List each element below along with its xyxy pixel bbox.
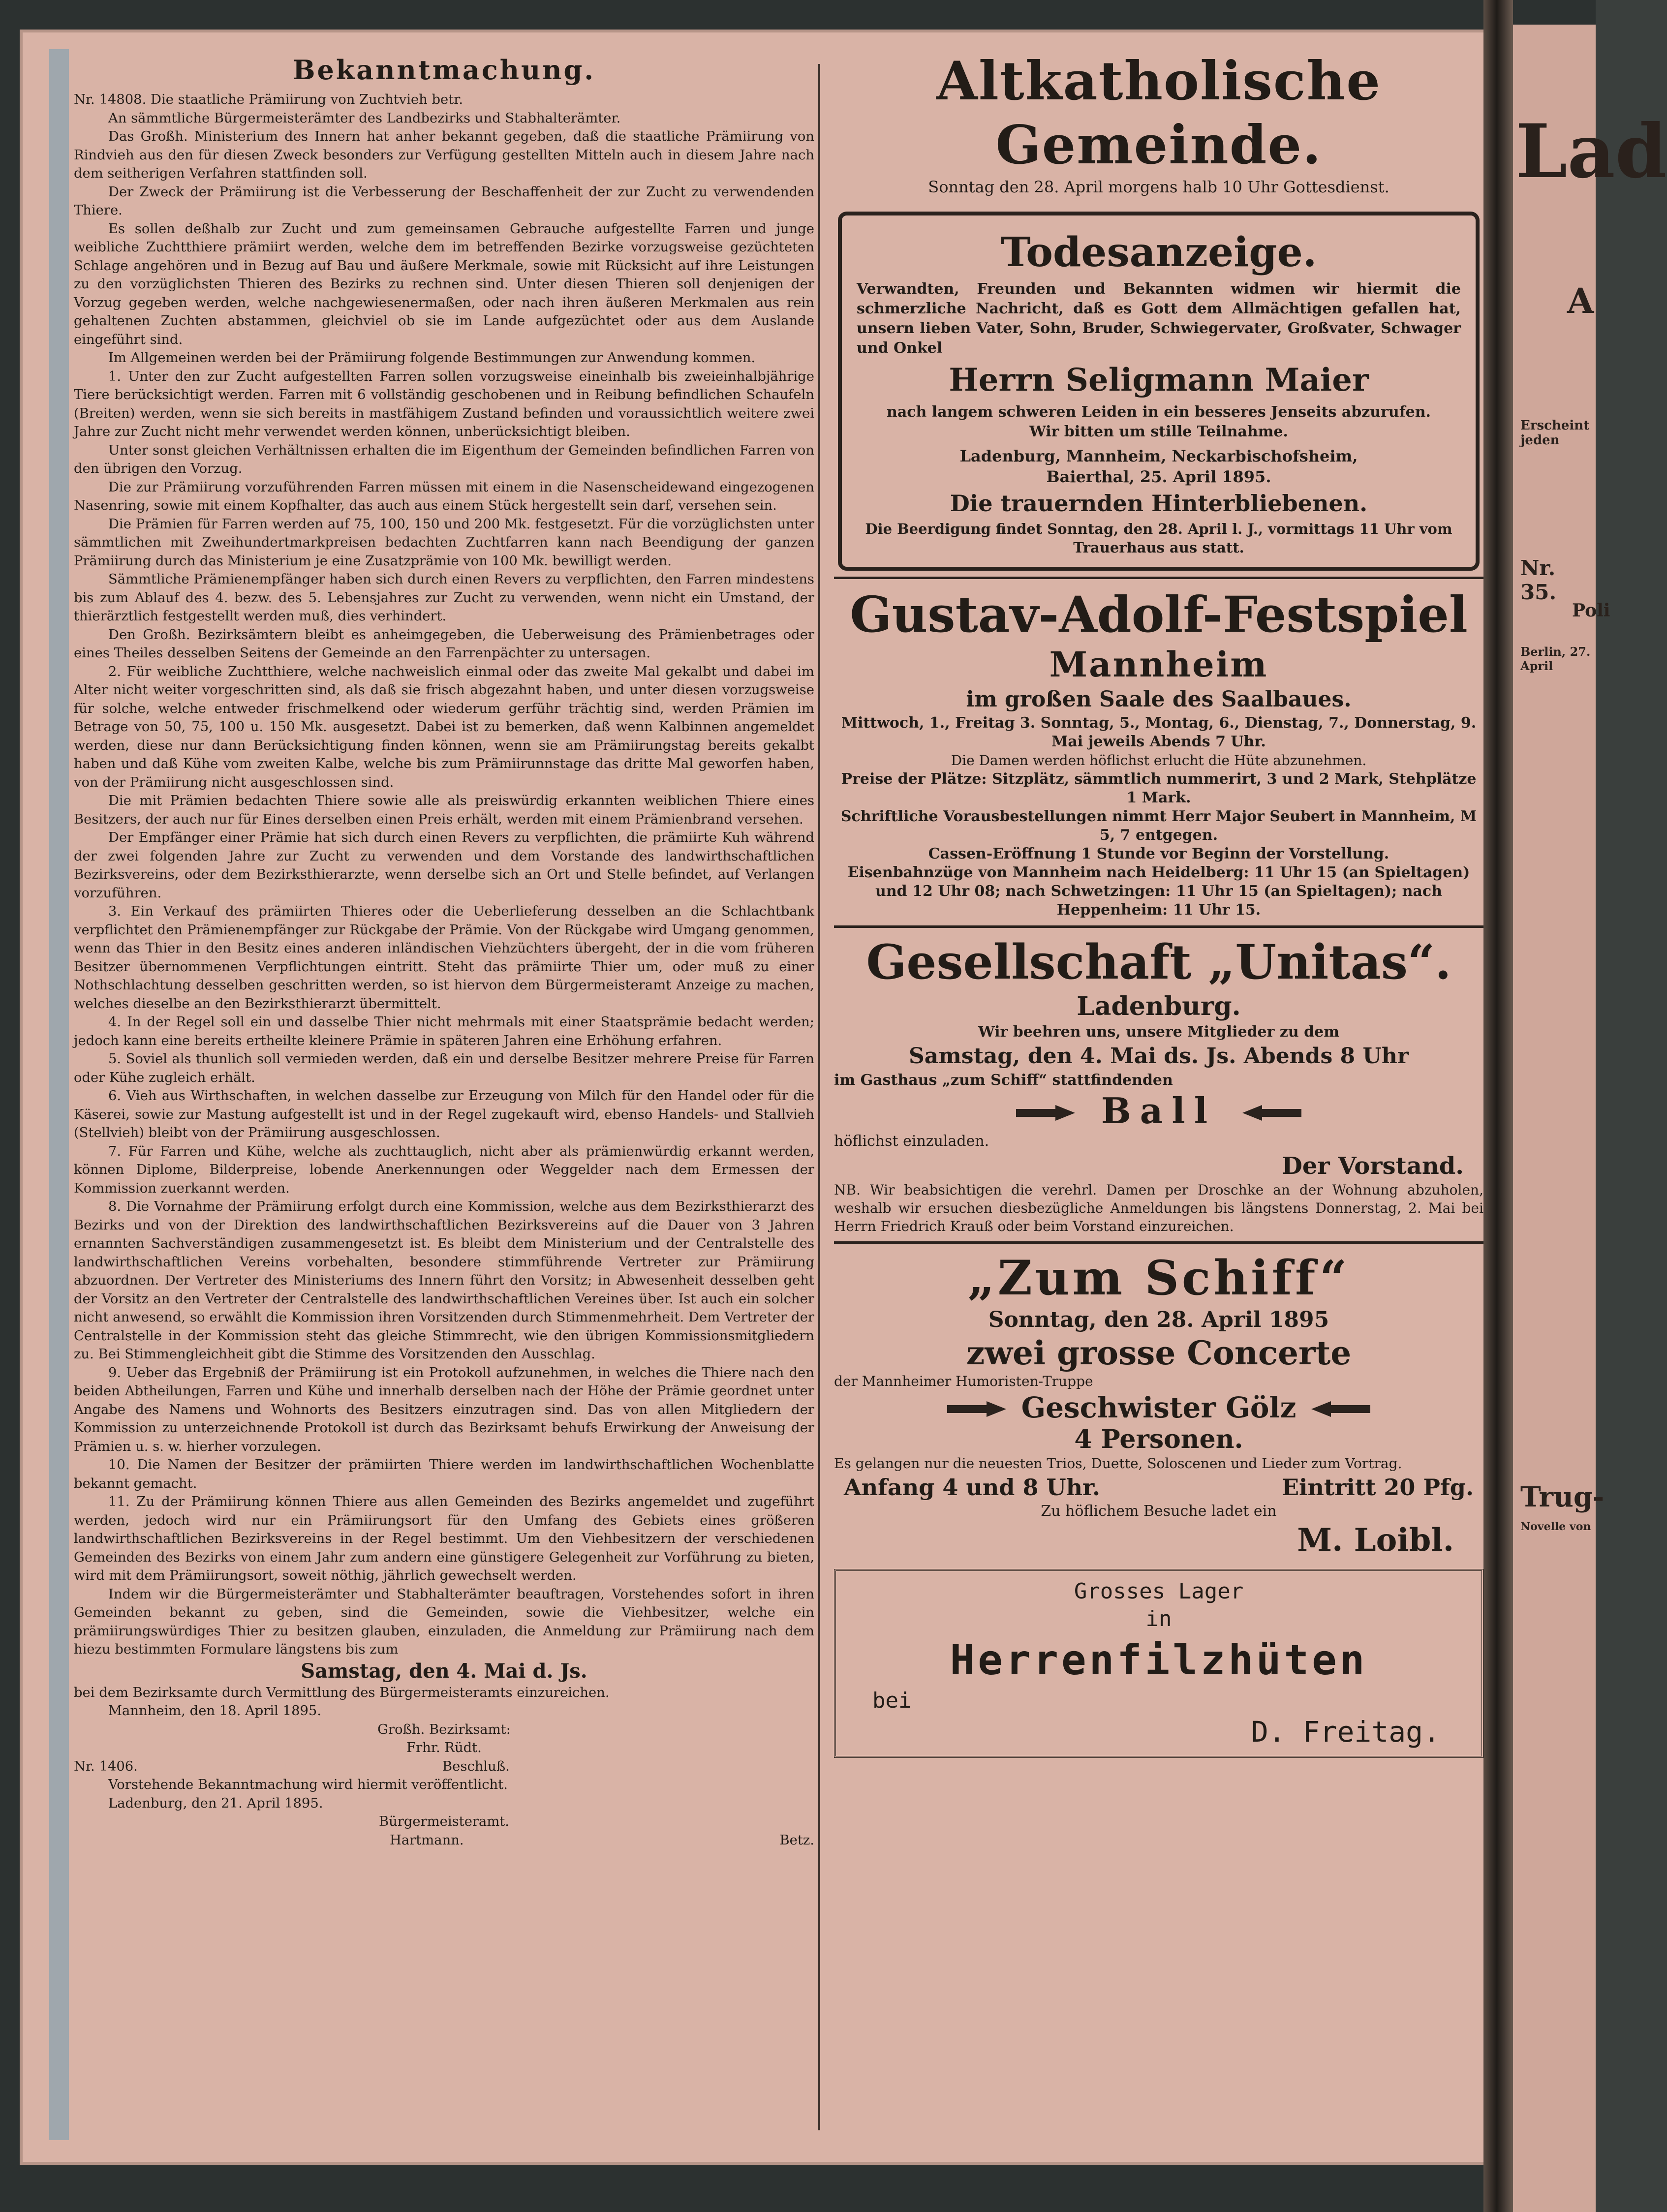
- notice-paragraph: 10. Die Namen der Besitzer der prämiirten Thiere werden im landwirthschaftlichen Wochenblatte bekannt gemacht.: [74, 1457, 814, 1491]
- ad-date: Samstag, den 4. Mai ds. Js. Abends 8 Uhr: [908, 1044, 1409, 1069]
- pointing-hand-icon: [1237, 1100, 1301, 1128]
- ad-text: Wir beehren uns, unsere Mitglieder zu dem: [978, 1023, 1339, 1041]
- ad-date: Sonntag, den 28. April 1895: [988, 1307, 1329, 1332]
- notice-paragraph: Im Allgemeinen werden bei der Prämiirung folgende Bestimmungen zur Anwendung kommen.: [108, 350, 756, 366]
- ad-title: Todesanzeige.: [1000, 229, 1317, 276]
- office-name: Großh. Bezirksamt:: [377, 1721, 511, 1737]
- ad-orders: Schriftliche Vorausbestellungen nimmt Herr Major Seubert in Mannheim, M 5, 7 entgegen.: [840, 808, 1477, 844]
- ad-trains: Eisenbahnzüge von Mannheim nach Heidelberg: 11 Uhr 15 (an Spieltagen) und 12 Uhr 08; nach Schwetzingen: 11 Uhr 15 (an Spieltagen); nach Heppenheim: 11 Uhr 15.: [847, 864, 1470, 919]
- official-signature: Frhr. Rüdt.: [406, 1740, 482, 1755]
- ad-places: Baierthal, 25. April 1895.: [1046, 467, 1271, 486]
- notice-paragraph: 7. Für Farren und Kühe, welche als zuchttauglich, nicht aber als prämienwürdig erkannt werden, können Diplome, Bilderpreise, lobende Anerkennungen oder Weggelder nach dem Ermessen der Kommission zuerkannt werden.: [74, 1143, 814, 1196]
- notice-paragraph: 9. Ueber das Ergebniß der Prämiirung ist ein Protokoll aufzunehmen, in welches die Thiere nach den beiden Abtheilungen, Farren und Kühe und innerhalb derselben nach der Höhe der Prämie geordnet unter Angabe des Namens und Wohnorts des Besitzers einzutragen sind. Das von allen Mitgliedern der Kommission zu unterzeichnende Protokoll ist durch das Bezirksamt behufs Erwirkung der Anweisung der Prämien u. s. w. hierher vorzulegen.: [74, 1365, 814, 1454]
- notice-paragraph: bei dem Bezirksamte durch Vermittlung des Bürgermeisteramts einzureichen.: [74, 1685, 610, 1700]
- unitas-ad: [834, 934, 1483, 1235]
- ad-venue: im großen Saale des Saalbaues.: [966, 687, 1352, 712]
- pointing-hand-icon: [947, 1396, 1011, 1424]
- beschluss-heading: Beschluß.: [442, 1758, 510, 1774]
- ad-text: Die Damen werden höflichst erlucht die Hüte abzunehmen.: [951, 752, 1367, 768]
- notice-paragraph: Die zur Prämiirung vorzuführenden Farren müssen mit einem in die Nasenscheidewand eingezogenen Nasenring, sowie mit einem Kopfhalter, das auch aus einem Stück hergestellt sein darf, versehen sein.: [74, 479, 814, 513]
- notice-paragraph: Das Großh. Ministerium des Innern hat anher bekannt gegeben, daß die staatliche Prämiirung von Rindvieh aus den für diesen Zweck besonders zur Verfügung gestellten Mitteln auch in diesem Jahre nach dem seitherigen Verfahren stattfinden soll.: [74, 129, 814, 181]
- ad-city: Mannheim: [1049, 644, 1268, 685]
- ad-title: Gesellschaft „Unitas“.: [866, 934, 1451, 990]
- adjacent-line: Trug-: [1520, 1481, 1605, 1513]
- notice-paragraph: Der Zweck der Prämiirung ist die Verbesserung der Beschaffenheit der zur Zucht zu verwendenden Thiere.: [74, 184, 814, 218]
- ad-program: Es gelangen nur die neuesten Trios, Duette, Soloscenen und Lieder zum Vortrag.: [834, 1455, 1402, 1472]
- notice-paragraph: Nr. 14808. Die staatliche Prämiirung von Zuchtvieh betr.: [74, 92, 463, 107]
- notice-paragraph: 8. Die Vornahme der Prämiirung erfolgt durch eine Kommission, welche aus dem Bezirksthierarzt des Bezirks und von der Direktion des landwirthschaftlichen Bezirksvereins auf die Dauer von 3 Jahren ernannten Sachverständigen zusammengesetzt ist. Es bleibt dem Ministerium und der Centralstelle des landwirthschaftlichen Vereins vorbehalten, besondere stimmführende Vertreter zur Prämiirung abzuordnen. Der Vertreter des Ministeriums des Innern führt den Vorsitz; in Abwesenheit desselben geht der Vorsitz an den Vertreter der Centralstelle des landwirthschaftlichen Vereines über. Ist auch ein solcher nicht anwesend, so erwählt die Kommission ihren Vorsitzenden durch Stimmenmehrheit. Dem Vertreter der Centralstelle in der Kommission steht das gleiche Stimmrecht, wie den übrigen Kommissionsmitgliedern zu. Bei Stimmengleichheit gibt die Stimme des Vorsitzenden den Ausschlag.: [74, 1199, 814, 1362]
- adjacent-line: Novelle von: [1520, 1520, 1591, 1533]
- notice-paragraph: Sämmtliche Prämienempfänger haben sich durch einen Revers zu verpflichten, den Farren mindestens bis zum Ablauf des 4. bezw. des 5. Lebensjahres zur Zucht zu verwenden, wenn nicht ein Umstand, der thierärztlich festgestellt werden muß, dies verhindert.: [74, 572, 814, 624]
- notice-paragraph: Die mit Prämien bedachten Thiere sowie alle als preiswürdig erkannten weiblichen Thiere eines Besitzers, der auch nur für Eines derselben einen Preis erhält, werden mit einem Prämienbrand versehen.: [74, 793, 814, 827]
- place-date-2: Ladenburg, den 21. April 1895.: [108, 1795, 323, 1811]
- ad-text: Wir bitten um stille Teilnahme.: [1029, 423, 1288, 440]
- ball-line: [834, 1090, 1483, 1132]
- notice-paragraph: Indem wir die Bürgermeisterämter und Stabhalterämter beauftragen, Vorstehendes sofort in ihren Gemeinden bekannt zu geben, sind die Gemeinden, sowie die Viehbesitzer, welche ein prämiirungswürdiges Thier zu besitzen glauben, einzuladen, die Anmeldung zur Prämiirung nach dem hiezu bestimmten Formulare längstens bis zum: [74, 1586, 814, 1657]
- deceased-name: Herrn Seligmann Maier: [949, 362, 1369, 399]
- ad-city: Ladenburg.: [1077, 991, 1241, 1021]
- todesanzeige-ad: [838, 212, 1480, 571]
- notice-title: Bekanntmachung.: [292, 54, 596, 86]
- time-entry-line: [834, 1473, 1483, 1502]
- ad-persons: 4 Personen.: [1074, 1424, 1243, 1454]
- pointing-hand-icon: [1306, 1396, 1370, 1424]
- ad-line: bei: [872, 1688, 912, 1713]
- ad-open: Cassen-Eröffnung 1 Stunde vor Beginn der Vorstellung.: [928, 845, 1389, 862]
- decree-number: Nr. 1406.: [74, 1758, 138, 1774]
- festspiel-ad: [834, 585, 1483, 920]
- ball-label: Ball: [1101, 1090, 1217, 1132]
- place-date: Mannheim, den 18. April 1895.: [108, 1703, 322, 1719]
- ad-seller: D. Freitag.: [1251, 1715, 1440, 1749]
- office-name-2: Bürgermeisteramt.: [378, 1814, 510, 1829]
- column-separator: [818, 64, 820, 2130]
- ad-entry: Eintritt 20 Pfg.: [1281, 1474, 1474, 1501]
- ad-prices: Preise der Plätze: Sitzplätz, sämmtlich nummerirt, 3 und 2 Mark, Stehplätze 1 Mark.: [841, 770, 1477, 806]
- adjacent-page: [1513, 25, 1667, 2212]
- ad-text: Verwandten, Freunden und Bekannten widmen wir hiermit die schmerzliche Nachricht, daß es Gott dem Allmächtigen gefallen hat, unsern lieben Vater, Sohn, Bruder, Schwiegervater, Großvater, Schwager und Onkel: [857, 280, 1461, 357]
- altkatholische-ad: [834, 49, 1483, 197]
- ad-concerts: zwei grosse Concerte: [966, 1334, 1352, 1372]
- notice-paragraph: Den Großh. Bezirksämtern bleibt es anheimgegeben, die Ueberweisung des Prämienbetrages oder eines Theiles desselben Seitens der Gemeinde an den Farrenpächter zu untersagen.: [74, 627, 814, 661]
- notice-paragraph: 4. In der Regel soll ein und dasselbe Thier nicht mehrmals mit einer Staatsprämie bedacht werden; jedoch kann eine bereits ertheilte kleinere Prämie in späteren Jahren eine Erhöhung erfahren.: [74, 1014, 814, 1048]
- notice-paragraph: 5. Soviel als thunlich soll vermieden werden, daß ein und derselbe Besitzer mehrere Preise für Farren oder Kühe zugleich erhält.: [74, 1051, 814, 1085]
- notice-paragraph: 1. Unter den zur Zucht aufgestellten Farren sollen vorzugsweise eineinhalb bis zweieinhalbjährige Tiere berücksichtigt werden. Farren mit 6 vollständig geschobenen und in Reibung befindlichen Schaufeln (Breiten) werden, wenn sie sich bereits in mastfähigem Zustand befinden und voraussichtlich weitere zwei Jahre zur Zucht nicht mehr verwendet werden können, unberücksichtigt bleiben.: [74, 369, 814, 439]
- burial-info: Die Beerdigung findet Sonntag, den 28. April l. J., vormittags 11 Uhr vom Trauerhaus aus statt.: [865, 521, 1452, 556]
- adjacent-line: Nr. 35.: [1520, 556, 1557, 604]
- adjacent-masthead: Lad: [1515, 108, 1667, 195]
- ad-text: höflichst einzuladen.: [834, 1133, 989, 1150]
- adjacent-line: Erscheint jeden: [1520, 418, 1590, 448]
- notice-paragraph: Die Prämien für Farren werden auf 75, 100, 150 und 200 Mk. festgesetzt. Für die vorzüglichsten unter sämmtlichen mit Zweihundertmarkpreisen bedachten Zuchtfarren kann nach Beendigung der ganzen Prämiirung durch das Ministerium je eine Zusatzprämie von 100 Mk. bewilligt werden.: [74, 516, 814, 569]
- ad-line: Sonntag den 28. April morgens halb 10 Uhr Gottesdienst.: [928, 178, 1389, 196]
- ad-dates: Mittwoch, 1., Freitag 3. Sonntag, 5., Montag, 6., Dienstag, 7., Donnerstag, 9. Mai jeweils Abends 7 Uhr.: [841, 714, 1477, 750]
- performer-name: Geschwister Gölz: [1021, 1391, 1297, 1424]
- adjacent-line: Poli: [1572, 600, 1610, 621]
- adjacent-line: Berlin, 27. April: [1520, 645, 1591, 673]
- ad-signature: Die trauernden Hinterbliebenen.: [950, 490, 1368, 517]
- ad-divider: [834, 1241, 1483, 1244]
- ad-title: Herrenfilzhüten: [950, 1636, 1368, 1684]
- ad-start: Anfang 4 und 8 Uhr.: [844, 1474, 1101, 1501]
- ad-places: Ladenburg, Mannheim, Neckarbischofsheim,: [959, 447, 1358, 465]
- notice-paragraph: Unter sonst gleichen Verhältnissen erhalten die im Eigenthum der Gemeinden befindlichen Farren von den übrigen den Vorzug.: [74, 442, 814, 476]
- clerk-signature: Betz.: [779, 1832, 814, 1848]
- adjacent-masthead-2: A: [1567, 280, 1594, 321]
- ad-divider: [834, 577, 1483, 579]
- notice-paragraph: Es sollen deßhalb zur Zucht und zum gemeinsamen Gebrauche aufgestellte Farren und junge weibliche Zuchtthiere prämiirt werden, welche dem im betreffenden Bezirke vorzugsweise gezüchteten Schlage angehören und in Bezug auf Bau und äußere Merkmale, sowie mit Rücksicht auf ihre Leistungen zu den vorzüglichsten Thieren des Bezirks zu rechnen sind. Unter diesen Thieren soll denjenigen der Vorzug gegeben werden, welche nachgewiesenermaßen, oder nach ihren äußeren Merkmalen aus rein gehaltenen Zuchten abstammen, gleichviel ob sie im Lande aufgezüchtet oder aus dem Auslande eingeführt sind.: [74, 221, 814, 347]
- bekanntmachung-column: [74, 54, 814, 2135]
- notice-paragraph: 11. Zu der Prämiirung können Thiere aus allen Gemeinden des Bezirks angemeldet und zugeführt werden, jedoch wird nur ein Prämiirungsort für den Umfang des Gebiets eines größeren landwirthschaftlichen Bezirksvereins in der Regel bestimmt. Um den Viehbesitzern der verschiedenen Gemeinden des Bezirks von einem Jahr zum andern eine günstigere Gelegenheit zur Vorführung zu bieten, wird mit dem Prämiirungsort, soweit nöthig, jährlich gewechselt werden.: [74, 1494, 814, 1583]
- publish-line: Vorstehende Bekanntmachung wird hiermit veröffentlicht.: [108, 1777, 508, 1792]
- ad-divider: [834, 925, 1483, 928]
- mayor-signature: Hartmann.: [389, 1832, 464, 1848]
- advertisement-column: [834, 49, 1483, 2135]
- ad-line: Grosses Lager: [1074, 1579, 1244, 1604]
- signature-line: [74, 1831, 814, 1850]
- deadline-date: Samstag, den 4. Mai d. Js.: [301, 1659, 587, 1683]
- zum-schiff-ad: [834, 1250, 1483, 1560]
- ad-line: in: [1145, 1606, 1172, 1631]
- binding-strip: [49, 49, 69, 2140]
- ad-title: Gustav-Adolf-Festspiel: [850, 585, 1468, 644]
- ad-troupe: der Mannheimer Humoristen-Truppe: [834, 1373, 1093, 1389]
- pointing-hand-icon: [1016, 1100, 1080, 1128]
- notice-paragraph: 2. Für weibliche Zuchtthiere, welche nachweislich einmal oder das zweite Mal gekalbt und dabei im Alter nicht weiter vorgeschritten sind, als daß sie frisch abgezahnt haben, und unter diesen vorzugsweise für solche, welche entweder frischmelkend oder wiederum gerführ trächtig sind, werden Prämien im Betrage von 50, 75, 100 u. 150 Mk. ausgesetzt. Dabei ist zu bemerken, daß wenn Kalbinnen angemeldet werden, diese nur dann Berücksichtigung finden können, wenn sie am Prämiirungstag bereits gekalbt haben und daß Kühe vom zweiten Kalbe, welche bis zum Prämiirunnstage das dritte Mal geworfen haben, von der Prämiirung nicht ausgeschlossen sind.: [74, 664, 814, 790]
- notice-paragraph: 3. Ein Verkauf des prämiirten Thieres oder die Ueberlieferung desselben an die Schlachtbank verpflichtet den Prämienempfänger zur Rückgabe der Prämie. Von der Rückgabe wird Umgang genommen, wenn das Thier in den Besitz eines anderen inländischen Viehzüchters übergeht, der in die vom früheren Besitzer übernommenen Verpflichtungen eintritt. Steht das prämiirte Thier um, oder muß zu einer Nothschlachtung desselben geschritten werden, so ist hiervon dem Bürgermeisteramt Anzeige zu machen, welches dieselbe an den Bezirksthierarzt übermittelt.: [74, 904, 814, 1012]
- ad-signature: Der Vorstand.: [1282, 1152, 1464, 1180]
- ad-text: nach langem schweren Leiden in ein besseres Jenseits abzurufen.: [887, 403, 1431, 421]
- ad-host: M. Loibl.: [1297, 1522, 1454, 1559]
- beschluss-line: [74, 1757, 814, 1776]
- herrenfilzhueten-ad: [834, 1569, 1483, 1758]
- ad-note: NB. Wir beabsichtigen die verehrl. Damen per Droschke an der Wohnung abzuholen, weshalb wir ersuchen diesbezügliche Anmeldungen bis längstens Donnerstag, 2. Mai bei Herrn Friedrich Krauß oder beim Vorstand einzureichen.: [834, 1182, 1483, 1234]
- notice-paragraph: An sämmtliche Bürgermeisterämter des Landbezirks und Stabhalterämter.: [108, 110, 621, 126]
- notice-paragraph: 6. Vieh aus Wirthschaften, in welchen dasselbe zur Erzeugung von Milch für den Handel oder für die Käserei, sowie zur Mastung aufgestellt ist und in der Regel zugekauft wird, ebenso Handels- und Stallvieh (Stellvieh) bleibt von der Prämiirung ausgeschlossen.: [74, 1088, 814, 1140]
- notice-paragraph: Der Empfänger einer Prämie hat sich durch einen Revers zu verpflichten, die prämiirte Kuh während der zwei folgenden Jahre zur Zucht zu verwenden und dem Vorstande des landwirthschaftlichen Bezirksvereins, oder dem Bezirksthierarzte, wenn derselbe sich an Ort und Stelle befindet, auf Verlangen vorzuführen.: [74, 830, 814, 901]
- ad-venue: im Gasthaus „zum Schiff“ stattfindenden: [834, 1072, 1173, 1089]
- ad-title: „Zum Schiff“: [967, 1250, 1350, 1306]
- ad-visit: Zu höflichem Besuche ladet ein: [1041, 1503, 1277, 1520]
- performer-line: [834, 1390, 1483, 1425]
- ad-title: Altkatholische Gemeinde.: [936, 50, 1381, 176]
- book-spine: [1483, 0, 1513, 2212]
